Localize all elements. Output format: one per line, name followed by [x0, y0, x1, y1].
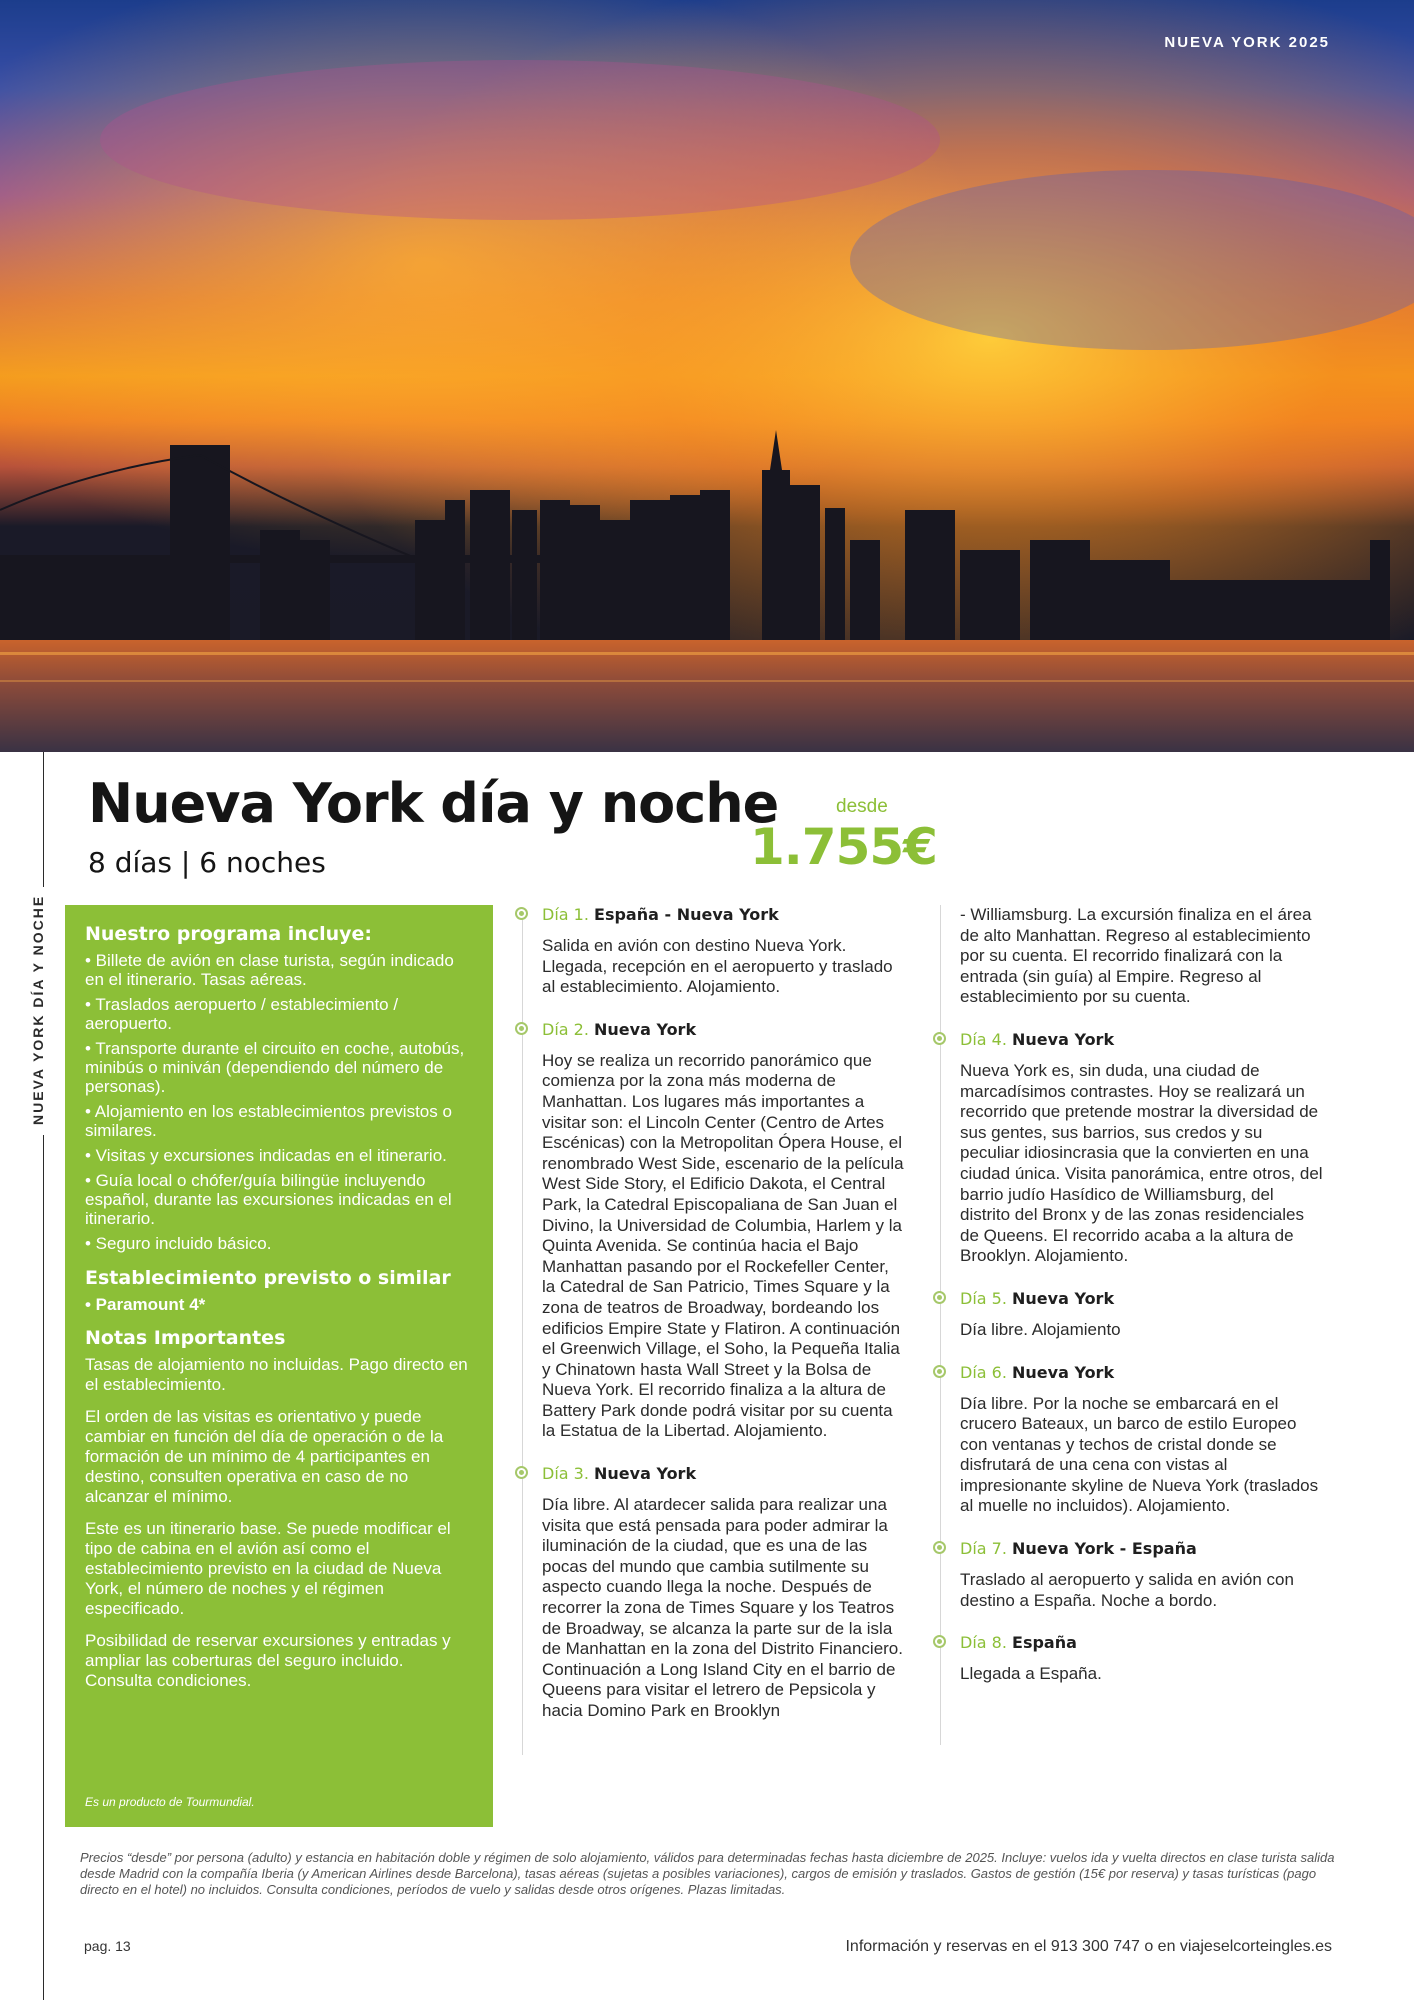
itinerary-day	[938, 1363, 1323, 1518]
day-text: Hoy se realiza un recorrido panorámico que comienza por la zona más moderna de Manhattan. Los lugares más importantes a visitar son: el Lincoln Center (Centro de Artes Escénicas) con la Metropolitan Ópera House, el renombrado West Side, escenario de la película West Side Story, el Edificio Dakota, el Central Park, la Catedral Episcopaliana de San Juan el Divino, la Universidad de Columbia, Harlem y la Quinta Avenida. Se continúa hacia el Bajo Manhattan pasando por el Rockefeller Center, la Catedral de San Patricio, Times Square y la zona de teatros de Broadway, bordeando los edificios Empire State y Flatiron. A continuación el Greenwich Village, el Soho, la Pequeña Italia y Chinatown hasta Wall Street y la Bolsa de Nueva York. El recorrido finaliza a la altura de Battery Park donde podrá visitar por su cuenta la Estatua de la Libertad. Alojamiento.	[542, 1050, 904, 1441]
day-number: Día 7.	[960, 1539, 1007, 1559]
trip-duration: 8 días | 6 noches	[88, 846, 326, 879]
day-text: Traslado al aeropuerto y salida en avión con destino a España. Noche a bordo.	[960, 1570, 1294, 1610]
day-place: Nueva York	[1012, 1029, 1115, 1049]
list-item: • Guía local o chófer/guía bilingüe incluyendo español, durante las excursiones indicadas en el itinerario.	[85, 1171, 452, 1228]
day-text: Llegada a España.	[960, 1664, 1102, 1684]
timeline-dot-icon	[933, 1635, 946, 1648]
note-text: Posibilidad de reservar excursiones y entradas y ampliar las coberturas del seguro incluido. Consulta condiciones.	[85, 1631, 451, 1690]
timeline-dot-icon	[515, 1466, 528, 1479]
list-item: • Traslados aeropuerto / establecimiento / aeropuerto.	[85, 995, 399, 1033]
day-text-continuation: - Williamsburg. La excursión finaliza en el área de alto Manhattan. Regreso al establecimiento por su cuenta. El recorrido finalizará con la entrada (sin guía) al Empire. Regreso al establecimiento por su cuenta.	[960, 905, 1312, 1007]
timeline-dot-icon	[933, 1032, 946, 1045]
itinerary-day	[938, 1030, 1323, 1267]
hotel-title: Establecimiento previsto o similar	[85, 1267, 451, 1289]
day-number: Día 1.	[542, 905, 589, 924]
program-title: Nuestro programa incluye:	[85, 923, 373, 945]
day-place: Nueva York	[594, 1019, 697, 1039]
list-item: • Billete de avión en clase turista, según indicado en el itinerario. Tasas aéreas.	[85, 951, 454, 989]
day-place: Nueva York	[1012, 1362, 1115, 1382]
list-item: • Visitas y excursiones indicadas en el itinerario.	[85, 1146, 447, 1165]
page-number: pag. 13	[84, 1938, 131, 1954]
product-credit: Es un producto de Tourmundial.	[85, 1795, 255, 1809]
price-disclaimer: Precios “desde” por persona (adulto) y estancia en habitación doble y régimen de solo alojamiento, válidos para determinadas fechas hasta diciembre de 2025. Incluye: vuelos ida y vuelta directos en clase turista salida desde Madrid con la compañía Iberia (y American Airlines desde Barcelona), tasas aéreas (sujetas a posibles variaciones), cargos de emisión y traslados. Gastos de gestión (15€ por reserva) y tasas turísticas (pago directo en el hotel) no incluidos. Consulta condiciones, períodos de vuelo y salidas desde otros orígenes. Plazas limitadas.	[80, 1850, 1335, 1897]
program-panel	[65, 905, 493, 1827]
side-label: NUEVA YORK DÍA Y NOCHE	[30, 894, 46, 1125]
itinerary-day	[520, 1464, 905, 1722]
day-place: España - Nueva York	[594, 905, 779, 924]
note-text: Tasas de alojamiento no incluidas. Pago directo en el establecimiento.	[85, 1355, 468, 1394]
itinerary-day	[520, 1020, 905, 1442]
timeline-dot-icon	[515, 907, 528, 920]
itinerary-column-2	[938, 905, 1323, 1745]
contact-footer: Información y reservas en el 913 300 747 o en viajeselcorteingles.es	[845, 1938, 1332, 1955]
itinerary-day	[938, 1633, 1323, 1685]
list-item: • Alojamiento en los establecimientos previstos o similares.	[85, 1102, 452, 1140]
day-place: Nueva York - España	[1012, 1539, 1197, 1559]
day-place: Nueva York	[1012, 1288, 1115, 1308]
day-number: Día 5.	[960, 1288, 1007, 1308]
day-number: Día 6.	[960, 1362, 1007, 1382]
list-item: • Seguro incluido básico.	[85, 1234, 272, 1253]
program-list	[85, 951, 473, 1253]
notes-title: Notas Importantes	[85, 1327, 286, 1349]
day-place: Nueva York	[594, 1464, 697, 1484]
hero-photo	[0, 0, 1414, 752]
day-text: Nueva York es, sin duda, una ciudad de marcadísimos contrastes. Hoy se realizará un recorrido que pretende mostrar la diversidad de sus gentes, sus barrios, sus credos y su peculiar idiosincrasia que la convierten en una ciudad única. Visita panorámica, entre otros, del barrio judío Hasídico de Williamsburg, del distrito del Bronx y de las zonas residenciales de Queens. El recorrido acaba a la altura de Brooklyn. Alojamiento.	[960, 1060, 1323, 1266]
day-number: Día 2.	[542, 1019, 589, 1039]
itinerary-day	[938, 1289, 1323, 1341]
list-item: • Transporte durante el circuito en coche, autobús, minibús o miniván (dependiendo del número de personas).	[85, 1039, 465, 1096]
timeline-dot-icon	[515, 1022, 528, 1035]
hotel-name: • Paramount 4*	[85, 1295, 206, 1314]
timeline-dot-icon	[933, 1365, 946, 1378]
itinerary-day	[938, 1539, 1323, 1611]
day-text: Día libre. Por la noche se embarcará en el crucero Bateaux, un barco de estilo Europeo con ventanas y techos de cristal donde se disfrutará de una cena con vistas al impresionante skyline de Nueva York (traslados al muelle no incluidos). Alojamiento.	[960, 1393, 1319, 1516]
skyline-illustration	[0, 0, 1414, 752]
day-text: Salida en avión con destino Nueva York. Llegada, recepción en el aeropuerto y traslado al establecimiento. Alojamiento.	[542, 936, 893, 997]
day-number: Día 8.	[960, 1633, 1007, 1653]
side-rule	[43, 1135, 44, 2000]
side-rule	[43, 752, 44, 887]
edition-tag: NUEVA YORK 2025	[1164, 34, 1330, 51]
timeline-dot-icon	[933, 1291, 946, 1304]
day-text: Día libre. Alojamiento	[960, 1319, 1121, 1339]
page-title: Nueva York día y noche	[88, 772, 779, 835]
note-text: El orden de las visitas es orientativo y puede cambiar en función del día de operación o de la formación de un mínimo de 4 participantes en destino, consulten operativa en caso de no alcanzar el mínimo.	[85, 1407, 444, 1506]
itinerary-day	[520, 905, 905, 998]
itinerary-column-1	[520, 905, 905, 1775]
day-number: Día 4.	[960, 1029, 1007, 1049]
price-value: 1.755€	[750, 818, 937, 876]
day-text: Día libre. Al atardecer salida para realizar una visita que está pensada para poder admirar la iluminación de la ciudad, que es una de las pocas del mundo que cambia sutilmente su aspecto cuando llega la noche. Después de recorrer la zona de Times Square y los Teatros de Broadway, se alcanza la parte sur de la isla de Manhattan en la zona del Distrito Financiero. Continuación a Long Island City en el barrio de Queens para visitar el letrero de Pepsicola y hacia Domino Park en Brooklyn	[542, 1495, 903, 1720]
day-place: España	[1012, 1633, 1077, 1653]
timeline-dot-icon	[933, 1541, 946, 1554]
price-from-label: desde	[836, 796, 888, 817]
note-text: Este es un itinerario base. Se puede modificar el tipo de cabina en el avión así como el establecimiento previsto en la ciudad de Nueva York, el número de noches y el régimen especificado.	[85, 1519, 451, 1618]
day-number: Día 3.	[542, 1464, 589, 1484]
